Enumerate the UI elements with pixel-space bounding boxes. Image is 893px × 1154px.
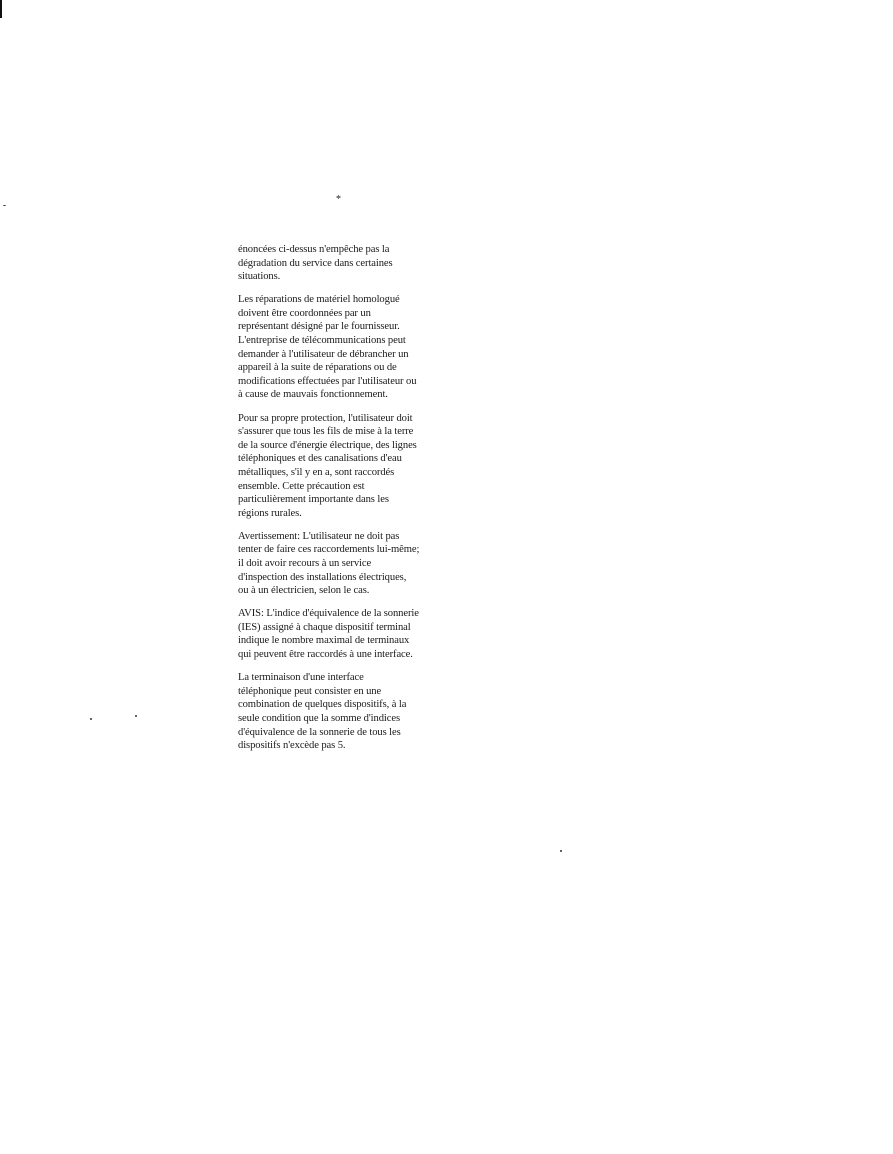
scan-speck (3, 205, 6, 206)
scan-edge-mark (0, 0, 2, 18)
paragraph-service-degradation: énoncées ci-dessus n'empêche pas la dégradation du service dans certaines situations. (238, 244, 393, 283)
paragraph-warning: Avertissement: L'utilisateur ne doit pas tenter de faire ces raccordements lui-même; il doit avoir recours à un service d'inspection des installations électriques, ou à un électricien, selon le cas. (238, 530, 420, 597)
paragraph-notice-ies: AVIS: L'indice d'équivalence de la sonnerie (IES) assigné à chaque dispositif terminal indique le nombre maximal de terminaux qui peuvent être raccordés à une interface. (238, 608, 419, 661)
scan-speck (560, 850, 562, 852)
asterisk-marker: * (336, 194, 341, 205)
scan-speck (90, 718, 92, 720)
paragraph-repairs: Les réparations de matériel homologué doivent être coordonnées par un représentant désigné par le fournisseur. L'entreprise de télécommunications peut demander à l'utilisateur de débrancher un appareil à la suite de réparations ou de modifications effectuées par l'utilisateur ou à cause de mauvais fonctionnement. (238, 294, 417, 401)
paragraph-grounding: Pour sa propre protection, l'utilisateur doit s'assurer que tous les fils de mise à la terre de la source d'énergie électrique, des lignes téléphoniques et des canalisations d'eau métalliques, s'il y en a, sont raccordés ensemble. Cette précaution est particulièrement importante dans les régions rurales. (238, 412, 417, 519)
document-body (238, 243, 463, 762)
paragraph-interface-termination: La terminaison d'une interface téléphonique peut consister en une combination de quelques dispositifs, à la seule condition que la somme d'indices d'équivalence de la sonnerie de tous les dispositifs n'excède pas 5. (238, 672, 407, 752)
scan-speck (135, 715, 137, 717)
